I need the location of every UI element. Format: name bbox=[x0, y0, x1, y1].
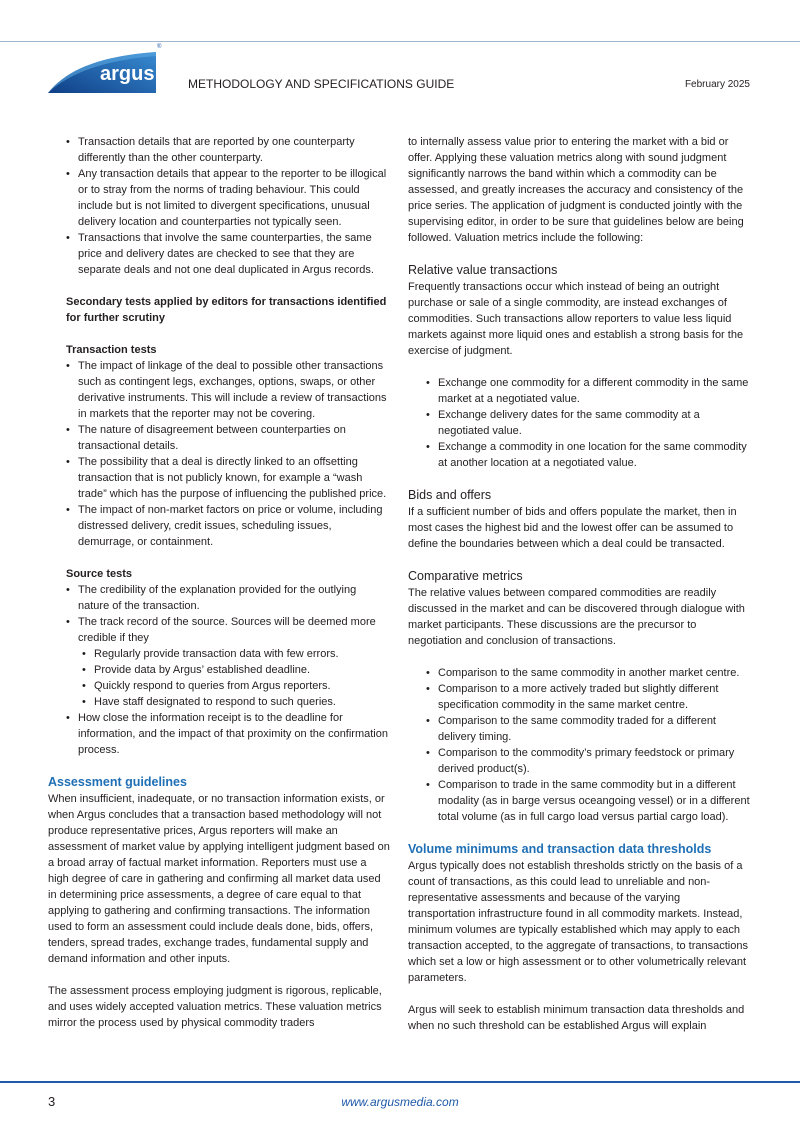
list-item: • How close the information receipt is to the deadline for information, and the impact of that proximity on the confirmation process. bbox=[48, 710, 390, 758]
list-item: • Comparison to trade in the same commodity but in a different modality (as in barge versus oceangoing vessel) or in a different total volume (as in full cargo load versus partial cargo load). bbox=[408, 777, 750, 825]
bids-offers-paragraph: If a sufficient number of bids and offers populate the market, then in most cases the highest bid and the lowest offer can be assumed to define the boundaries between which a deal could be transacted. bbox=[408, 506, 737, 550]
list-item: • The possibility that a deal is directly linked to an offsetting transaction that is not publicly known, for example a “wash trade” which has the purpose of influencing the published price. bbox=[48, 454, 390, 502]
list-item: • Comparison to the same commodity in another market centre. bbox=[408, 665, 750, 681]
volume-minimums-heading: Volume minimums and transaction data thresholds bbox=[408, 842, 712, 856]
list-item: • Exchange a commodity in one location for the same commodity at another location at a negotiated value. bbox=[408, 439, 750, 471]
volume-paragraph-2: Argus will seek to establish minimum transaction data thresholds and when no such threshold can be established Argus will explain bbox=[408, 1004, 745, 1032]
argus-logo bbox=[48, 48, 156, 93]
list-item: • Exchange one commodity for a different commodity in the same market at a negotiated value. bbox=[408, 375, 750, 407]
transaction-tests-heading: Transaction tests bbox=[66, 344, 157, 356]
logo-text: argus bbox=[100, 63, 155, 85]
footer-rule bbox=[0, 1081, 800, 1083]
assessment-paragraph-1: When insufficient, inadequate, or no transaction information exists, or when Argus concludes that a transaction based methodology will not produce representative prices, Argus reporters will make an assessment of market value by applying intelligent judgment based on a broad array of factual market information. Reporters must use a high degree of care in gathering and confirming all market data used in determining price assessments, a degree of care equal to that applying to gathering and confirming transactions. The information used to form an assessment could include deals done, bids, offers, tenders, spread trades, exchange trades, fundamental supply and demand information and other inputs. bbox=[48, 793, 390, 965]
list-item: • Have staff designated to respond to such queries. bbox=[48, 694, 390, 710]
list-item: • Exchange delivery dates for the same commodity at a negotiated value. bbox=[408, 407, 750, 439]
header-rule bbox=[0, 41, 800, 42]
comparative-metrics-paragraph: The relative values between compared commodities are readily discussed in the market and can be discovered through dialogue with market participants. These discussions are the precursor to negotiation and conclusion of transactions. bbox=[408, 587, 745, 647]
volume-paragraph-1: Argus typically does not establish thresholds strictly on the basis of a count of transactions, as this could lead to unreliable and non-representative assessments and because of the varying transportation infrastructure found in all commodity markets. Instead, minimum volumes are typically established which may apply to each transaction accepted, to the aggregate of transactions, to transactions which set a low or high assessment or to other volumetrically relevant parameters. bbox=[408, 860, 748, 984]
bids-offers-heading: Bids and offers bbox=[408, 488, 492, 502]
list-item: • Comparison to the same commodity traded for a different delivery timing. bbox=[408, 713, 750, 745]
relative-value-paragraph: Frequently transactions occur which instead of being an outright purchase or sale of a single commodity, are instead exchanges of commodities. Such transactions allow reporters to value less liquid markets against more liquid ones and establish a strong basis for the exercise of judgment. bbox=[408, 281, 744, 357]
continuation-paragraph: to internally assess value prior to entering the market with a bid or offer. Applying these valuation metrics along with sound judgment significantly narrows the band within which a commodity can be assessed, and greatly increases the accuracy and consistency of the price series. The application of judgment is conducted jointly with the supervising editor, in order to be sure that guidelines below are being followed. Valuation metrics include the following: bbox=[408, 136, 744, 244]
comparative-metrics-heading: Comparative metrics bbox=[408, 569, 523, 583]
list-item: • Comparison to the commodity’s primary feedstock or primary derived product(s). bbox=[408, 745, 750, 777]
website-link[interactable]: www.argusmedia.com bbox=[341, 1095, 459, 1109]
list-item: • Quickly respond to queries from Argus reporters. bbox=[48, 678, 390, 694]
list-item: • Transactions that involve the same counterparties, the same price and delivery dates are checked to see that they are separate deals and not one deal duplicated in Argus records. bbox=[48, 230, 390, 278]
source-tests-list bbox=[48, 582, 390, 646]
page-number: 3 bbox=[48, 1094, 56, 1109]
page-title: METHODOLOGY AND SPECIFICATIONS GUIDE bbox=[188, 77, 455, 91]
publication-date: February 2025 bbox=[684, 79, 750, 90]
source-tests-list-continued bbox=[48, 710, 390, 758]
assessment-paragraph-2: The assessment process employing judgment is rigorous, replicable, and uses widely accepted valuation metrics. These valuation metrics mirror the process used by physical commodity traders bbox=[48, 985, 382, 1029]
transaction-tests-list bbox=[48, 358, 390, 550]
list-item: • Comparison to a more actively traded but slightly different specification commodity in the same market centre. bbox=[408, 681, 750, 713]
list-item: • The nature of disagreement between counterparties on transactional details. bbox=[48, 422, 390, 454]
list-item: • Any transaction details that appear to the reporter to be illogical or to stray from the norms of trading behaviour. This could include but is not limited to divergent specifications, unusual delivery location and counterparties not typically seen. bbox=[48, 166, 390, 230]
relative-value-heading: Relative value transactions bbox=[408, 263, 558, 277]
intro-bullet-list bbox=[48, 134, 390, 278]
source-tests-heading: Source tests bbox=[66, 568, 133, 580]
comparative-metrics-list bbox=[408, 665, 750, 825]
list-item: • The impact of non-market factors on price or volume, including distressed delivery, credit issues, scheduling issues, demurrage, or containment. bbox=[48, 502, 390, 550]
relative-value-list bbox=[408, 375, 750, 471]
list-item: • Provide data by Argus’ established deadline. bbox=[48, 662, 390, 678]
source-subbullet-list bbox=[48, 646, 390, 710]
assessment-guidelines-heading: Assessment guidelines bbox=[48, 775, 187, 789]
secondary-tests-heading: Secondary tests applied by editors for transactions identified for further scrutiny bbox=[66, 296, 387, 324]
right-column bbox=[408, 134, 750, 1034]
list-item: • The track record of the source. Sources will be deemed more credible if they bbox=[48, 614, 390, 646]
registered-mark: ® bbox=[157, 44, 162, 50]
list-item: • Transaction details that are reported by one counterparty differently than the other counterparty. bbox=[48, 134, 390, 166]
list-item: • The credibility of the explanation provided for the outlying nature of the transaction. bbox=[48, 582, 390, 614]
list-item: • The impact of linkage of the deal to possible other transactions such as contingent legs, exchanges, options, swaps, or other derivative instruments. This will include a review of transactions in markets that the reporter may not be covering. bbox=[48, 358, 390, 422]
list-item: • Regularly provide transaction data with few errors. bbox=[48, 646, 390, 662]
left-column bbox=[48, 134, 390, 1031]
